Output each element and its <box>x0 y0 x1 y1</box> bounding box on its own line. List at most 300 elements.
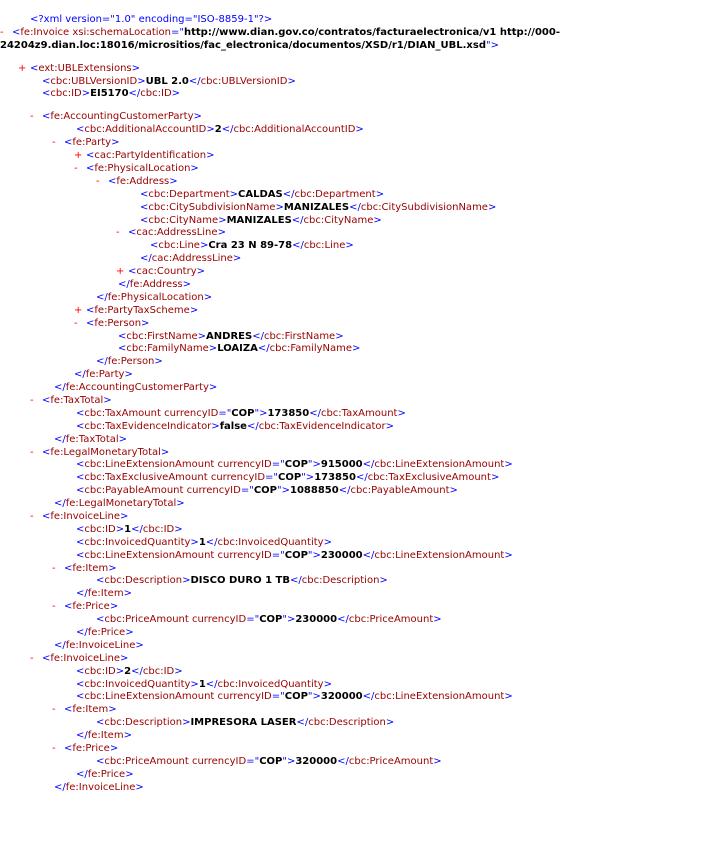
tag-name: fe:Person <box>94 317 142 329</box>
tag-bracket: < <box>128 227 137 239</box>
tag-name: currencyID <box>160 407 219 419</box>
tag-bracket: > <box>189 304 199 316</box>
tag-bracket: </ <box>96 291 108 303</box>
tag-bracket: </ <box>118 278 130 290</box>
tag-bracket: </ <box>289 575 302 587</box>
tag-bracket: < <box>42 88 51 100</box>
tag-bracket: > <box>169 175 178 187</box>
tag-name: cbc:PriceAmount <box>104 755 189 767</box>
xml-line <box>0 137 702 150</box>
tag-name: cbc:Description <box>104 575 183 587</box>
xml-line <box>0 76 702 89</box>
tag-name: cbc:CityName <box>148 214 219 226</box>
tag-name: cbc:Description <box>104 717 183 729</box>
tag-bracket: "> <box>307 459 321 471</box>
tag-bracket: </ <box>221 124 234 136</box>
element-value: 1 <box>124 523 132 535</box>
tag-bracket: > <box>182 575 191 587</box>
tag-bracket: </ <box>309 407 321 419</box>
tag-bracket: > <box>208 382 218 394</box>
element-value: Cra 23 N 89-78 <box>208 240 293 252</box>
tag-bracket: =" <box>265 472 279 484</box>
attribute-value: COP <box>284 459 308 471</box>
xml-line <box>0 550 702 563</box>
tag-name: currencyID <box>214 459 272 471</box>
tag-bracket: < <box>86 162 95 174</box>
tag-bracket: > <box>323 536 332 548</box>
xml-tree-view <box>0 14 702 795</box>
tag-bracket: > <box>197 330 207 342</box>
tag-bracket: =" <box>218 407 232 419</box>
tag-bracket: </ <box>131 665 143 677</box>
xml-line <box>0 614 702 627</box>
attribute-value: COP <box>231 407 255 419</box>
tag-bracket: > <box>160 446 170 458</box>
tag-name: fe:LegalMonetaryTotal <box>65 498 177 510</box>
tag-name: fe:TaxTotal <box>50 394 104 406</box>
tag-bracket: > <box>355 124 364 136</box>
tag-bracket: > <box>335 330 344 342</box>
tag-bracket: < <box>64 562 73 574</box>
tag-bracket: =" <box>240 485 254 497</box>
xml-line <box>0 666 702 679</box>
tag-bracket: > <box>135 781 144 793</box>
tag-bracket: > <box>123 588 132 600</box>
element-value: 2 <box>124 665 132 677</box>
expand-toggle[interactable]: + <box>74 304 83 316</box>
tag-bracket: > <box>323 678 332 690</box>
xml-line <box>0 691 702 704</box>
tag-bracket: < <box>118 343 127 355</box>
tag-name: cbc:PayableAmount <box>84 485 184 497</box>
tag-bracket: < <box>150 240 159 252</box>
tag-bracket: </ <box>76 627 88 638</box>
collapse-toggle[interactable]: - <box>52 743 56 755</box>
tag-name: fe:InvoiceLine <box>65 639 136 651</box>
tag-bracket: < <box>64 601 73 613</box>
tag-bracket: > <box>190 678 199 690</box>
xml-line <box>0 63 702 76</box>
tag-name: cbc:TaxAmount <box>84 407 161 419</box>
tag-bracket: > <box>182 278 192 290</box>
expand-toggle[interactable]: + <box>18 62 27 74</box>
tag-name: ext:UBLExtensions <box>38 62 132 74</box>
tag-name: cbc:ID <box>140 88 172 100</box>
tag-bracket: "> <box>254 407 268 419</box>
element-value: IMPRESORA LASER <box>190 717 297 729</box>
tag-bracket: </ <box>188 75 201 87</box>
tag-bracket: =" <box>271 691 285 703</box>
xml-declaration: <?xml version="1.0" encoding="ISO-8859-1"?> <box>30 14 273 25</box>
tag-name: cbc:LineExtensionAmount <box>374 549 505 561</box>
collapse-toggle[interactable]: - <box>74 162 78 174</box>
tag-bracket: "> <box>282 755 296 767</box>
tag-bracket: </ <box>76 730 88 742</box>
collapse-toggle[interactable]: - <box>30 111 34 123</box>
tag-bracket: < <box>76 536 85 548</box>
tag-name: cbc:LineExtensionAmount <box>84 549 215 561</box>
tag-bracket: </ <box>362 459 375 471</box>
tag-bracket: < <box>118 330 127 342</box>
tag-bracket: > <box>115 665 125 677</box>
tag-bracket: </ <box>355 472 368 484</box>
tag-name: cbc:PriceAmount <box>348 755 434 767</box>
tag-bracket: > <box>199 240 209 252</box>
collapse-toggle[interactable]: - <box>0 26 4 38</box>
tag-name: cbc:Description <box>308 717 386 729</box>
tag-bracket: < <box>76 124 85 136</box>
tag-bracket: =" <box>246 755 260 767</box>
tag-bracket: < <box>76 678 85 690</box>
tag-name: cac:Country <box>136 266 197 278</box>
tag-bracket: > <box>171 88 181 100</box>
tag-bracket: </ <box>246 420 259 432</box>
xml-line <box>0 627 702 640</box>
tag-bracket: > <box>504 691 513 703</box>
xml-line <box>0 163 702 176</box>
xml-line <box>0 588 702 601</box>
element-value: 173850 <box>267 407 310 419</box>
tag-bracket: < <box>96 575 105 587</box>
tag-bracket: < <box>64 704 73 716</box>
xml-line <box>0 240 702 253</box>
tag-bracket: > <box>125 768 134 780</box>
attribute-value: COP <box>253 485 277 497</box>
xml-line <box>0 356 702 369</box>
tag-name: cbc:LineExtensionAmount <box>374 459 505 471</box>
element-value: CALDAS <box>238 188 283 200</box>
tag-bracket: </ <box>257 343 270 355</box>
element-value: 320000 <box>295 755 338 767</box>
tag-name: currencyID <box>183 485 241 497</box>
tag-name: cbc:AdditionalAccountID <box>233 124 356 136</box>
tag-name: cbc:InvoicedQuantity <box>217 678 324 690</box>
tag-bracket: </ <box>54 433 66 445</box>
collapse-toggle[interactable]: - <box>116 227 120 239</box>
tag-bracket: =" <box>271 459 285 471</box>
tag-name: fe:TaxTotal <box>65 433 119 445</box>
tag-bracket: > <box>103 394 112 406</box>
tag-bracket: > <box>118 433 128 445</box>
tag-bracket: > <box>141 317 150 329</box>
tag-name: cbc:Description <box>301 575 380 587</box>
xml-line <box>0 485 702 498</box>
tag-name: cbc:InvoicedQuantity <box>84 536 191 548</box>
tag-bracket: > <box>176 498 185 510</box>
tag-name: cbc:CitySubdivisionName <box>148 201 276 213</box>
tag-bracket: "> <box>307 691 321 703</box>
tag-bracket: < <box>96 614 105 626</box>
tag-bracket: > <box>120 510 129 522</box>
tag-bracket: > <box>211 420 220 432</box>
tag-bracket: < <box>96 717 105 729</box>
tag-bracket: < <box>140 188 149 200</box>
tag-name: fe:Address <box>129 278 183 290</box>
tag-bracket: > <box>379 575 388 587</box>
xml-line <box>0 408 702 421</box>
xml-line <box>0 111 702 124</box>
collapse-toggle[interactable]: - <box>96 175 100 187</box>
tag-bracket: </ <box>54 498 66 510</box>
attribute-value: http://www.dian.gov.co/contratos/facturaelectronica/v1 http://000-24204z9.dian.loc:18016/micrositios/fac_electronica/documentos/XSD/r1/DIAN_UBL.xsd <box>0 26 560 51</box>
collapse-toggle[interactable]: - <box>30 652 34 664</box>
element-value: 230000 <box>295 614 338 626</box>
tag-name: cbc:LineExtensionAmount <box>374 691 505 703</box>
tag-bracket: </ <box>76 588 88 600</box>
tag-bracket: =" <box>246 614 260 626</box>
tag-bracket: > <box>137 75 146 87</box>
tag-name: fe:AccountingCustomerParty <box>65 382 209 394</box>
tag-bracket: < <box>12 26 21 38</box>
tag-bracket: < <box>76 407 85 419</box>
xml-line <box>0 743 702 756</box>
xml-line <box>0 563 702 576</box>
tag-bracket: > <box>109 743 119 755</box>
tag-bracket: > <box>218 214 227 226</box>
tag-name: cbc:ID <box>84 523 116 535</box>
xml-line <box>0 331 702 344</box>
xml-line <box>0 640 702 653</box>
tag-name: cbc:ID <box>84 665 116 677</box>
tag-bracket: > <box>397 407 406 419</box>
element-value: 915000 <box>320 459 363 471</box>
xml-line <box>0 498 702 511</box>
xml-line <box>0 601 702 614</box>
xml-line <box>0 292 702 305</box>
tag-bracket: "> <box>307 549 321 561</box>
tag-name: cac:AddressLine <box>136 227 218 239</box>
tag-name: fe:PhysicalLocation <box>107 291 204 303</box>
attribute-value: COP <box>284 691 308 703</box>
xml-line <box>0 279 702 292</box>
xml-line <box>0 704 702 717</box>
tag-name: cbc:CityName <box>303 214 374 226</box>
element-value: ANDRES <box>206 330 253 342</box>
tag-name: fe:Price <box>87 627 126 638</box>
tag-name: fe:PhysicalLocation <box>94 162 191 174</box>
attribute-value: COP <box>284 549 308 561</box>
xml-line <box>0 421 702 434</box>
tag-bracket: < <box>42 510 51 522</box>
tag-bracket: < <box>76 691 85 703</box>
tag-name: cbc:InvoicedQuantity <box>84 678 191 690</box>
xml-line <box>0 202 702 215</box>
tag-bracket: </ <box>131 523 143 535</box>
collapse-toggle[interactable]: - <box>30 510 34 522</box>
tag-name: cbc:PriceAmount <box>104 614 189 626</box>
tag-bracket: > <box>206 150 215 162</box>
tag-bracket: </ <box>362 549 375 561</box>
attribute-value: COP <box>278 472 302 484</box>
collapse-toggle[interactable]: - <box>52 562 56 574</box>
collapse-toggle[interactable]: - <box>74 317 78 329</box>
tag-bracket: </ <box>205 536 218 548</box>
tag-bracket: > <box>196 266 206 278</box>
xml-line <box>0 730 702 743</box>
xml-line <box>0 150 702 163</box>
tag-name: cbc:Line <box>303 240 346 252</box>
tag-bracket: > <box>120 652 129 664</box>
tag-name: cbc:FirstName <box>126 330 198 342</box>
tag-name: fe:InvoiceLine <box>65 781 136 793</box>
tag-bracket: > <box>81 88 91 100</box>
tag-bracket: < <box>30 62 39 74</box>
tag-name: cbc:UBLVersionID <box>200 75 288 87</box>
tag-bracket: > <box>385 420 394 432</box>
tag-bracket: </ <box>252 330 264 342</box>
tag-bracket: < <box>42 394 51 406</box>
tag-bracket: > <box>111 137 120 149</box>
xml-line <box>0 318 702 331</box>
tag-bracket: =" <box>271 549 285 561</box>
tag-bracket: > <box>125 627 134 638</box>
tag-bracket: > <box>182 717 191 729</box>
tag-name: fe:InvoiceLine <box>50 652 121 664</box>
tag-bracket: =" <box>171 26 184 38</box>
xml-line <box>0 14 702 27</box>
tag-bracket: </ <box>205 678 218 690</box>
tag-name: xsi:schemaLocation <box>69 26 172 38</box>
tag-bracket: > <box>124 369 133 381</box>
xml-line <box>0 266 702 279</box>
tag-bracket: "> <box>282 614 296 626</box>
tag-bracket: > <box>232 253 242 265</box>
tag-name: fe:Invoice <box>20 26 70 38</box>
tag-name: fe:Price <box>72 743 110 755</box>
element-value: 1088850 <box>289 485 339 497</box>
xml-line <box>0 434 702 447</box>
tag-name: fe:Item <box>72 562 109 574</box>
tag-bracket: > <box>108 562 117 574</box>
tag-bracket: < <box>108 175 117 187</box>
xml-line <box>0 653 702 666</box>
element-value: false <box>219 420 247 432</box>
tag-bracket: </ <box>291 214 304 226</box>
tag-bracket: > <box>352 343 361 355</box>
tag-bracket: < <box>76 459 85 471</box>
xml-line <box>0 756 702 769</box>
tag-bracket: < <box>96 755 105 767</box>
xml-line <box>0 537 702 550</box>
xml-line <box>0 769 702 782</box>
tag-name: cbc:FirstName <box>263 330 336 342</box>
tag-bracket: </ <box>54 639 66 651</box>
element-value: MANIZALES <box>226 214 292 226</box>
xml-line <box>0 343 702 356</box>
tag-name: cbc:CitySubdivisionName <box>360 201 488 213</box>
tag-bracket: < <box>42 111 51 123</box>
tag-bracket: > <box>109 601 119 613</box>
tag-bracket: </ <box>337 614 349 626</box>
tag-bracket: > <box>190 536 199 548</box>
tag-bracket: </ <box>362 691 375 703</box>
tag-bracket: > <box>504 459 513 471</box>
tag-name: currencyID <box>214 549 272 561</box>
tag-bracket: < <box>76 549 85 561</box>
xml-line <box>0 369 702 382</box>
expand-toggle[interactable]: + <box>116 266 125 278</box>
tag-name: currencyID <box>188 614 247 626</box>
xml-line <box>0 382 702 395</box>
xml-line <box>0 447 702 460</box>
xml-line <box>0 176 702 189</box>
xml-line <box>0 717 702 730</box>
xml-line <box>0 124 702 137</box>
tag-name: fe:Party <box>85 369 125 381</box>
tag-bracket: > <box>375 188 385 200</box>
tag-bracket: </ <box>337 755 349 767</box>
tag-name: cbc:TaxAmount <box>320 407 398 419</box>
tag-bracket: < <box>140 214 149 226</box>
tag-bracket: > <box>433 614 442 626</box>
expand-toggle[interactable]: + <box>74 150 83 162</box>
xml-line <box>0 679 702 692</box>
tag-name: cbc:UBLVersionID <box>50 75 138 87</box>
attribute-value: COP <box>259 614 283 626</box>
tag-bracket: > <box>193 111 202 123</box>
xml-line <box>0 189 702 202</box>
tag-bracket: < <box>86 317 95 329</box>
tag-name: cbc:TaxEvidenceIndicator <box>258 420 386 432</box>
xml-line <box>0 227 702 240</box>
collapse-toggle[interactable]: - <box>30 394 34 406</box>
element-value: UBL 2.0 <box>145 75 189 87</box>
xml-line <box>0 88 702 101</box>
collapse-toggle[interactable]: - <box>52 601 56 613</box>
tag-bracket: > <box>345 240 354 252</box>
element-value: 1 <box>198 536 206 548</box>
tag-bracket: > <box>229 188 239 200</box>
tag-name: cbc:TaxExclusiveAmount <box>84 472 208 484</box>
collapse-toggle[interactable]: - <box>52 137 56 149</box>
tag-bracket: > <box>190 162 199 174</box>
collapse-toggle[interactable]: - <box>52 704 56 716</box>
tag-bracket: < <box>76 472 85 484</box>
tag-name: fe:Item <box>72 704 109 716</box>
tag-name: cbc:PriceAmount <box>348 614 434 626</box>
tag-bracket: </ <box>296 717 309 729</box>
tag-name: fe:Address <box>116 175 170 187</box>
tag-bracket: > <box>490 472 500 484</box>
xml-line <box>0 395 702 408</box>
tag-bracket: </ <box>292 240 304 252</box>
xml-line <box>0 253 702 266</box>
element-value: 2 <box>214 124 222 136</box>
tag-bracket: > <box>123 730 132 742</box>
tag-bracket: </ <box>128 88 141 100</box>
tag-name: cbc:Department <box>294 188 376 200</box>
tag-name: fe:Price <box>72 601 110 613</box>
tag-bracket: </ <box>54 781 66 793</box>
tag-name: cbc:LineExtensionAmount <box>84 691 215 703</box>
collapse-toggle[interactable]: - <box>30 446 34 458</box>
xml-line <box>0 459 702 472</box>
tag-name: cbc:FamilyName <box>269 343 353 355</box>
tag-name: cac:AddressLine <box>151 253 233 265</box>
tag-bracket: > <box>208 343 218 355</box>
tag-name: cbc:ID <box>142 665 175 677</box>
tag-name: fe:LegalMonetaryTotal <box>50 446 161 458</box>
tag-name: fe:Price <box>87 768 126 780</box>
tag-name: cbc:TaxExclusiveAmount <box>367 472 491 484</box>
tag-bracket: > <box>108 704 117 716</box>
tag-bracket: </ <box>74 369 86 381</box>
xml-line <box>0 305 702 318</box>
tag-bracket: < <box>76 485 85 497</box>
tag-bracket: < <box>76 665 85 677</box>
tag-name: currencyID <box>188 755 247 767</box>
tag-name: cbc:FamilyName <box>126 343 209 355</box>
